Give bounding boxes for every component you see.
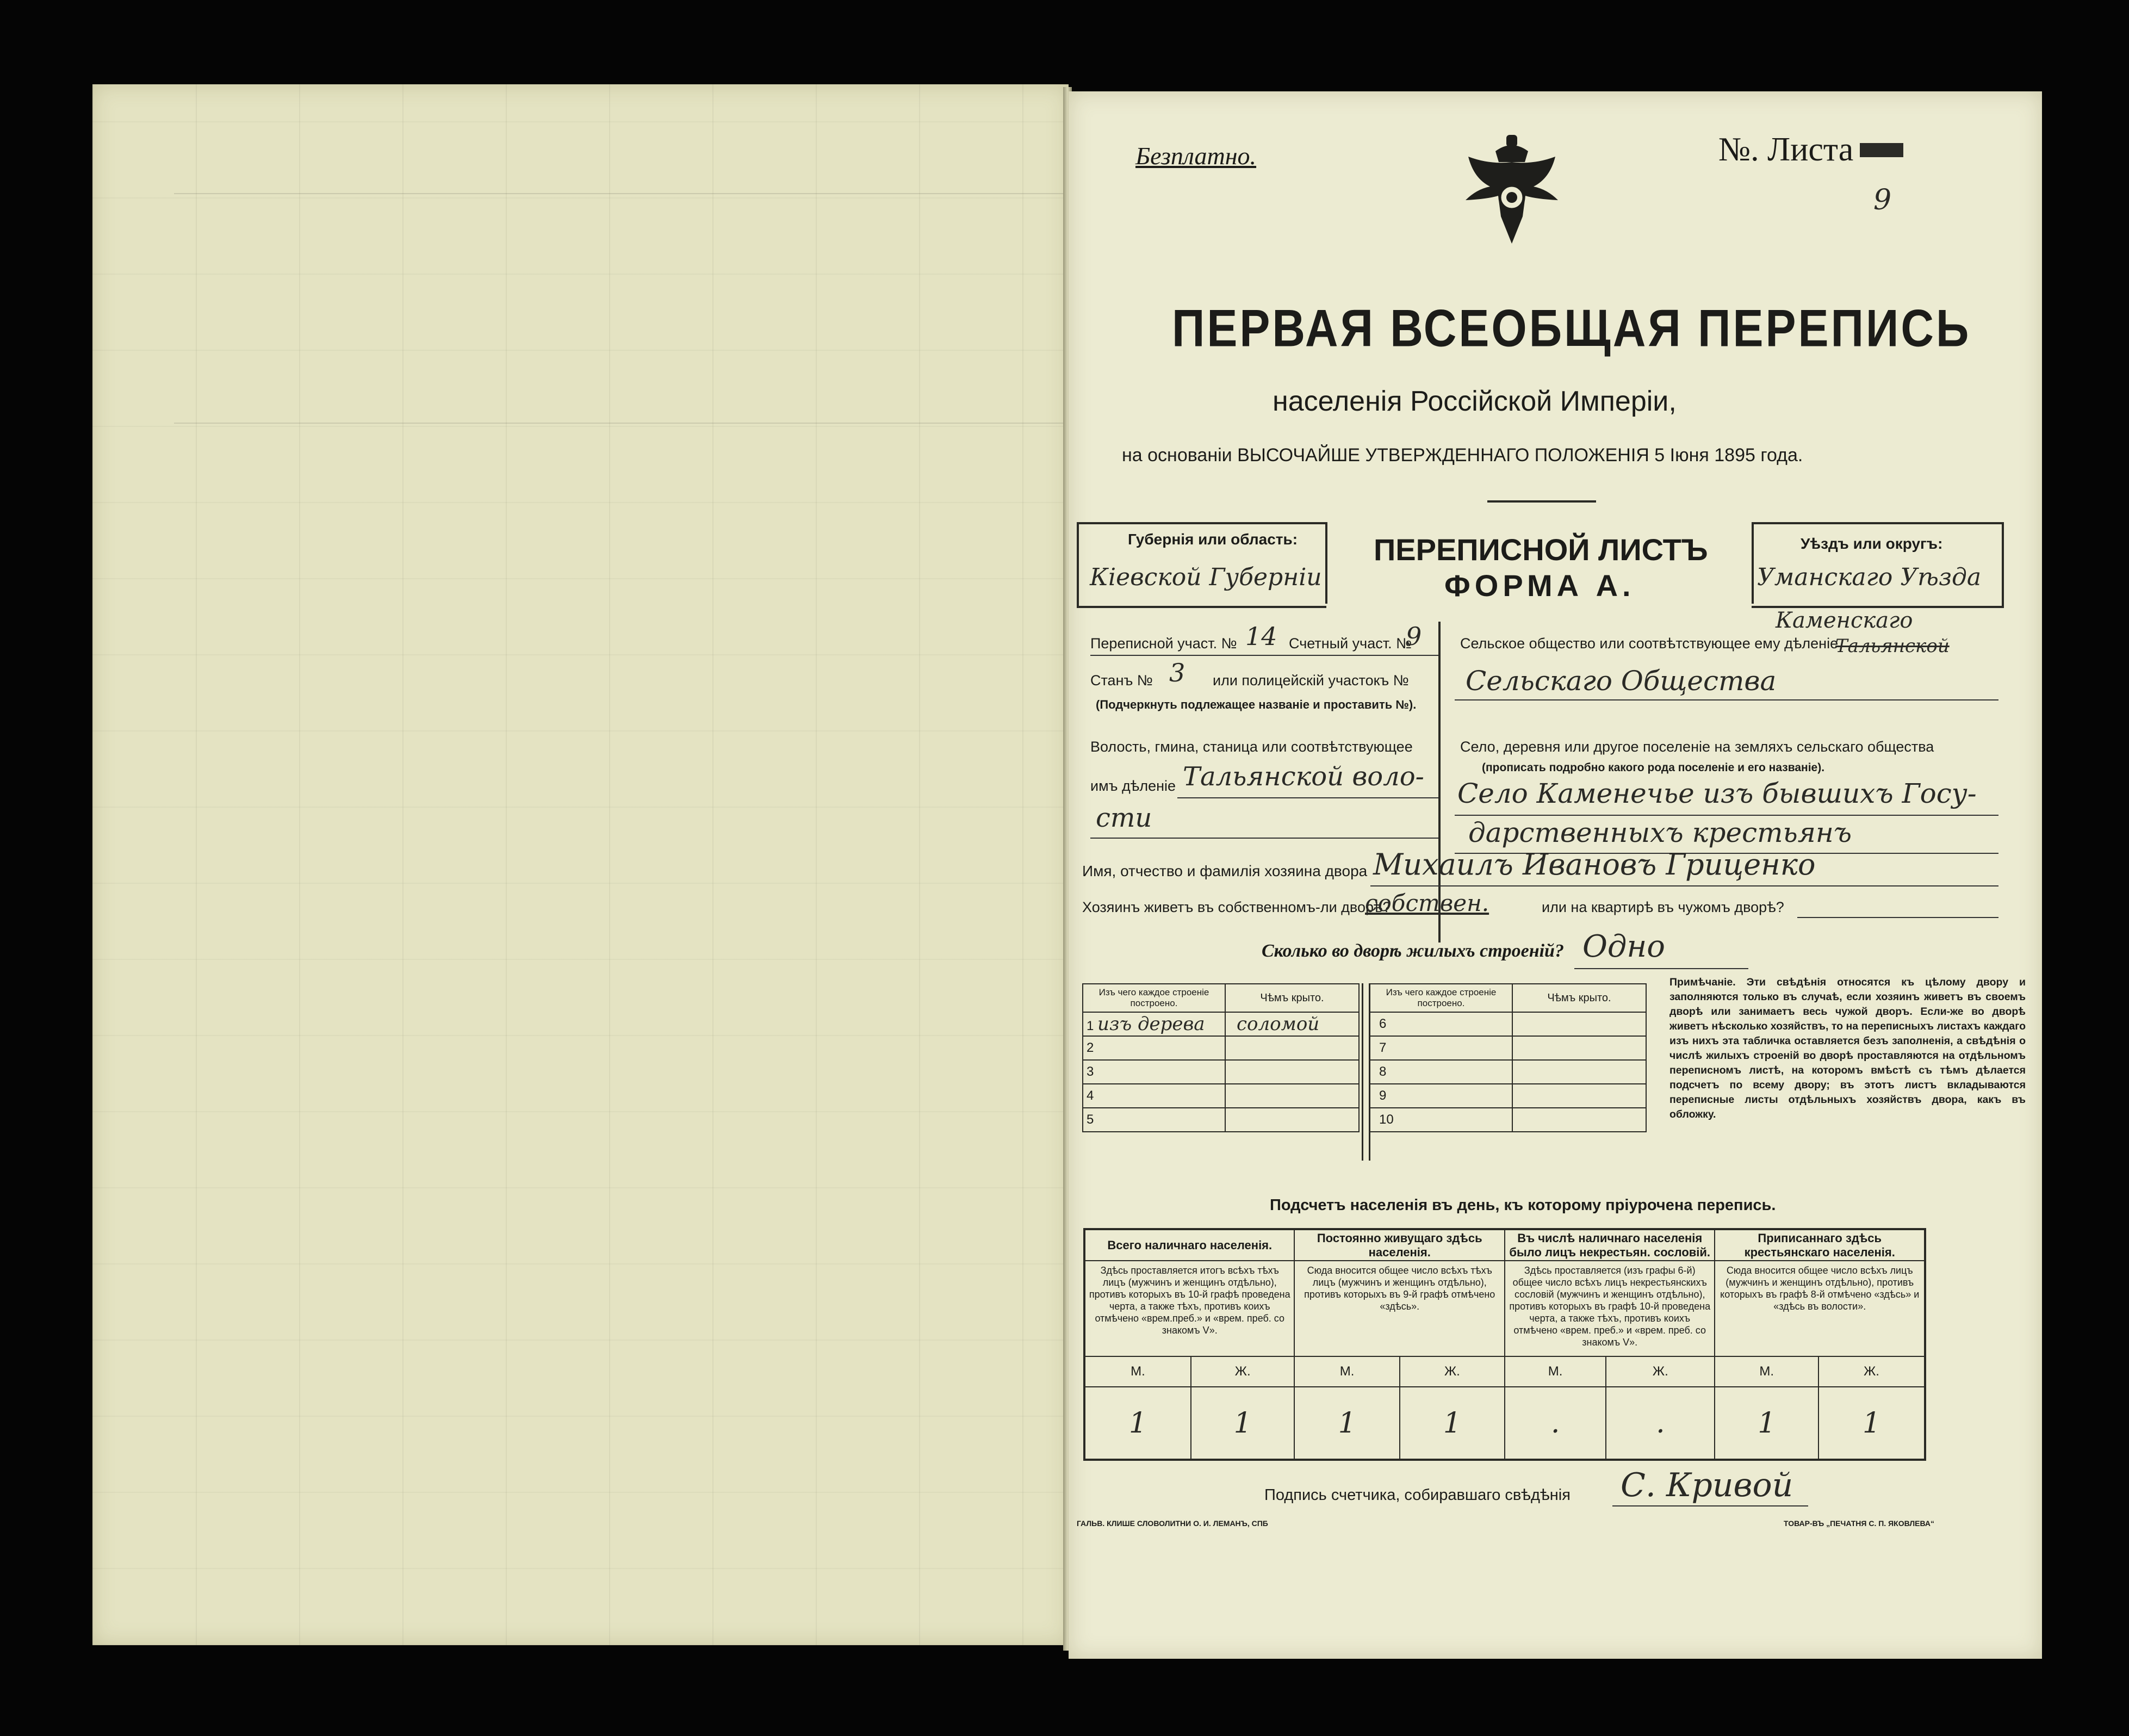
or-apartment-label: или на квартирѣ въ чужомъ дворѣ? — [1542, 899, 1784, 915]
owner-lives-value: собствен. — [1365, 890, 1489, 916]
free-label: Безплатно. — [1135, 142, 1257, 170]
census-section-value: 14 — [1245, 622, 1277, 651]
census-line — [1090, 655, 1438, 656]
count-col-header-total: Всего наличнаго населенія. — [1084, 1229, 1294, 1261]
row-number: 9 — [1379, 1088, 1387, 1103]
stan-label: Станъ № — [1090, 672, 1153, 689]
guberniya-box — [1077, 522, 1326, 608]
female-label: Ж. — [1818, 1356, 1925, 1387]
table-row — [1370, 1060, 1646, 1084]
basis-line: на основаніи ВЫСОЧАЙШЕ УТВЕРЖДЕННАГО ПОЛОЖЕНІЯ 5 Іюня 1895 года. — [1122, 445, 1803, 466]
volost-line-1 — [1177, 797, 1438, 798]
owner-value: Михаилъ Ивановъ Гриценко — [1373, 847, 1816, 882]
count-section-title: Подсчетъ населенія въ день, къ которому пріурочена перепись. — [1270, 1196, 1776, 1214]
male-label: М. — [1294, 1356, 1399, 1387]
buildings-table-right — [1369, 983, 1647, 1132]
row-number: 7 — [1379, 1040, 1387, 1055]
volost-label-2: имъ дѣленіе — [1090, 778, 1176, 794]
male-label: М. — [1084, 1356, 1191, 1387]
form-title-box — [1325, 522, 1754, 604]
female-label: Ж. — [1606, 1356, 1715, 1387]
volost-line-2 — [1090, 838, 1438, 839]
owner-line — [1370, 885, 1998, 886]
footer-imprint-right: ТОВАР-ВЪ „ПЕЧАТНЯ С. П. ЯКОВЛЕВА“ — [1784, 1519, 1935, 1528]
police-label: или полицейскій участокъ № — [1213, 672, 1409, 689]
society-line — [1455, 699, 1998, 700]
col-material-header: Изъ чего каждое строеніе построено. — [1083, 984, 1225, 1012]
total-male-value: 1 — [1084, 1387, 1191, 1460]
village-value-2: дарственныхъ крестьянъ — [1468, 817, 1852, 848]
table-row — [1083, 1060, 1359, 1084]
table-row — [1370, 1036, 1646, 1060]
buildings-value: Одно — [1582, 929, 1666, 964]
row-number: 10 — [1379, 1112, 1394, 1127]
count-col-desc-peasant: Сюда вносится общее число всѣхъ лицъ (мужчинъ и женщинъ отдѣльно), противъ которыхъ въ графѣ 8-й отмѣчено «здѣсь» и «здѣсь въ волости». — [1715, 1261, 1925, 1356]
male-label: М. — [1505, 1356, 1606, 1387]
signature-line — [1612, 1505, 1808, 1506]
table-row — [1370, 1108, 1646, 1132]
subtitle: населенія Россійской Имперіи, — [1273, 386, 1677, 417]
count-col-header-permanent: Постоянно живущаго здѣсь населенія. — [1294, 1229, 1505, 1261]
row-number: 3 — [1087, 1064, 1094, 1079]
volost-value-2: сти — [1096, 803, 1152, 833]
table-row — [1083, 1012, 1359, 1036]
society-value-2: Сельскаго Общества — [1466, 665, 1777, 697]
village-note: (прописать подробно какого рода поселеніе и его названіе). — [1482, 761, 1825, 774]
ornament-divider — [1487, 500, 1596, 503]
volost-value-1: Тальянской воло- — [1183, 761, 1424, 792]
row-number: 5 — [1087, 1112, 1094, 1127]
underline-note: (Подчеркнуть подлежащее названіе и проставить №). — [1096, 698, 1417, 711]
sheet-number-value: 9 — [1873, 184, 1892, 216]
peasant-female-value: 1 — [1818, 1387, 1925, 1460]
sheet-number-label: №. Листа — [1718, 131, 1854, 168]
counting-section-value: 9 — [1406, 622, 1422, 651]
sheet-number-blot — [1860, 143, 1903, 157]
uezd-box — [1752, 522, 2004, 608]
table-row — [1083, 1108, 1359, 1132]
enumerator-signature: С. Кривой — [1621, 1466, 1793, 1504]
buildings-table-left — [1082, 983, 1360, 1132]
village-label: Село, деревня или другое поселеніе на земляхъ сельскаго общества — [1460, 739, 1934, 755]
apartment-line — [1797, 917, 1998, 918]
form-title-1: ПЕРЕПИСНОЙ ЛИСТЪ — [1374, 532, 1708, 567]
volost-label-1: Волость, гмина, станица или соотвѣтствующее — [1090, 739, 1413, 755]
permanent-male-value: 1 — [1294, 1387, 1399, 1460]
row-number: 4 — [1087, 1088, 1094, 1103]
guberniya-value: Кіевской Губерніи — [1090, 563, 1322, 591]
permanent-female-value: 1 — [1400, 1387, 1505, 1460]
row-number: 8 — [1379, 1064, 1387, 1079]
buildings-line — [1574, 968, 1748, 969]
show-through-header — [174, 193, 1066, 424]
count-col-header-noncrestian: Въ числѣ наличнаго населенія было лицъ некрестьян. сословій. — [1505, 1229, 1715, 1261]
form-title-2: ФОРМА А. — [1444, 568, 1635, 603]
col-material-header-2: Изъ чего каждое строеніе построено. — [1370, 984, 1512, 1012]
guberniya-label: Губернія или область: — [1128, 531, 1298, 548]
footer-imprint-left: ГАЛЬВ. КЛИШЕ СЛОВОЛИТНИ О. И. ЛЕМАНЪ, СПБ — [1077, 1519, 1268, 1528]
table-double-rule — [1362, 983, 1370, 1161]
male-label: М. — [1715, 1356, 1818, 1387]
roof-value: соломой — [1237, 1013, 1320, 1035]
row-number: 6 — [1379, 1016, 1387, 1031]
village-line-1 — [1455, 815, 1998, 816]
owner-label: Имя, отчество и фамилія хозяина двора — [1082, 863, 1368, 879]
table-row — [1083, 1036, 1359, 1060]
material-value: изъ дерева — [1097, 1013, 1205, 1035]
uezd-label: Уѣздъ или округъ: — [1801, 535, 1943, 552]
table-row — [1370, 1012, 1646, 1036]
noncrestian-female-value: . — [1606, 1387, 1715, 1460]
imperial-eagle-emblem — [1457, 135, 1566, 249]
count-col-desc-noncrestian: Здѣсь проставляется (изъ графы 6-й) общее число всѣхъ лицъ некрестьянскихъ сословій (мужчинъ и женщинъ отдѣльно), противъ которыхъ въ графѣ 10-й проведена черта, а также тѣхъ, противъ коихъ отмѣчено «врем. преб.» и «врем. преб. со знакомъ V». — [1505, 1261, 1715, 1356]
total-female-value: 1 — [1191, 1387, 1295, 1460]
row-number: 2 — [1087, 1040, 1094, 1055]
table-row — [1370, 1084, 1646, 1108]
buildings-label: Сколько во дворѣ жилыхъ строеній? — [1262, 941, 1564, 961]
society-value-struck: Тальянской — [1835, 635, 1950, 657]
main-title: ПЕРВАЯ ВСЕОБЩАЯ ПЕРЕПИСЬ — [1172, 299, 1971, 358]
table-row — [1083, 1084, 1359, 1108]
uezd-value: Уманскаго Уѣзда — [1757, 563, 1982, 591]
society-label: Сельское общество или соотвѣтствующее ему дѣленіе — [1460, 635, 1839, 652]
row-number: 1 — [1087, 1019, 1094, 1033]
stan-value: 3 — [1169, 658, 1185, 687]
counting-section-label: Счетный участ. № — [1289, 635, 1412, 652]
note-text: Примѣчаніе. Эти свѣдѣнія относятся къ цѣлому двору и заполняются только въ случаѣ, если хозяинъ живетъ въ своемъ дворѣ или занимаетъ весь чужой дворъ. Если-же во дворѣ живетъ нѣсколько хозяйствъ, то на переписныхъ листахъ каждаго изъ нихъ эта табличка оставляется безъ заполненія, а свѣдѣнія о числѣ жилыхъ строеній во дворѣ проставляются на отдѣльномъ переписномъ листѣ, на которомъ вмѣстѣ съ тѣмъ дѣлается подсчетъ по всему двору; въ этотъ листъ вкладываются переписные листы отдѣльныхъ хозяйствъ двора, какъ въ обложку. — [1669, 976, 2026, 1120]
census-section-label: Переписной участ. № — [1090, 635, 1237, 652]
count-col-header-peasant: Приписаннаго здѣсь крестьянскаго населенія. — [1715, 1229, 1925, 1261]
col-roof-header: Чѣмъ крыто. — [1225, 984, 1359, 1012]
society-value-top: Каменскаго — [1776, 608, 1913, 633]
female-label: Ж. — [1191, 1356, 1295, 1387]
noncrestian-male-value: . — [1505, 1387, 1606, 1460]
female-label: Ж. — [1400, 1356, 1505, 1387]
population-count-table — [1083, 1228, 1926, 1461]
census-form-page — [1069, 91, 2042, 1659]
count-col-desc-total: Здѣсь проставляется итогъ всѣхъ тѣхъ лицъ (мужчинъ и женщинъ отдѣльно), противъ которыхъ въ 10-й графѣ проведена черта, а также тѣхъ, противъ коихъ отмѣчено «врем.преб.» и «врем. преб. со знакомъ V». — [1084, 1261, 1294, 1356]
peasant-male-value: 1 — [1715, 1387, 1818, 1460]
signature-label: Подпись счетчика, собиравшаго свѣдѣнія — [1264, 1486, 1571, 1504]
owner-lives-label: Хозяинъ живетъ въ собственномъ-ли дворѣ? — [1082, 899, 1391, 915]
left-page — [92, 84, 1069, 1645]
village-value-1: Село Каменечье изъ бывшихъ Госу- — [1457, 778, 1977, 809]
count-col-desc-permanent: Сюда вносится общее число всѣхъ тѣхъ лицъ (мужчинъ и женщинъ отдѣльно), противъ которыхъ въ 9-й графѣ отмѣчено «здѣсь». — [1294, 1261, 1505, 1356]
col-roof-header-2: Чѣмъ крыто. — [1512, 984, 1646, 1012]
